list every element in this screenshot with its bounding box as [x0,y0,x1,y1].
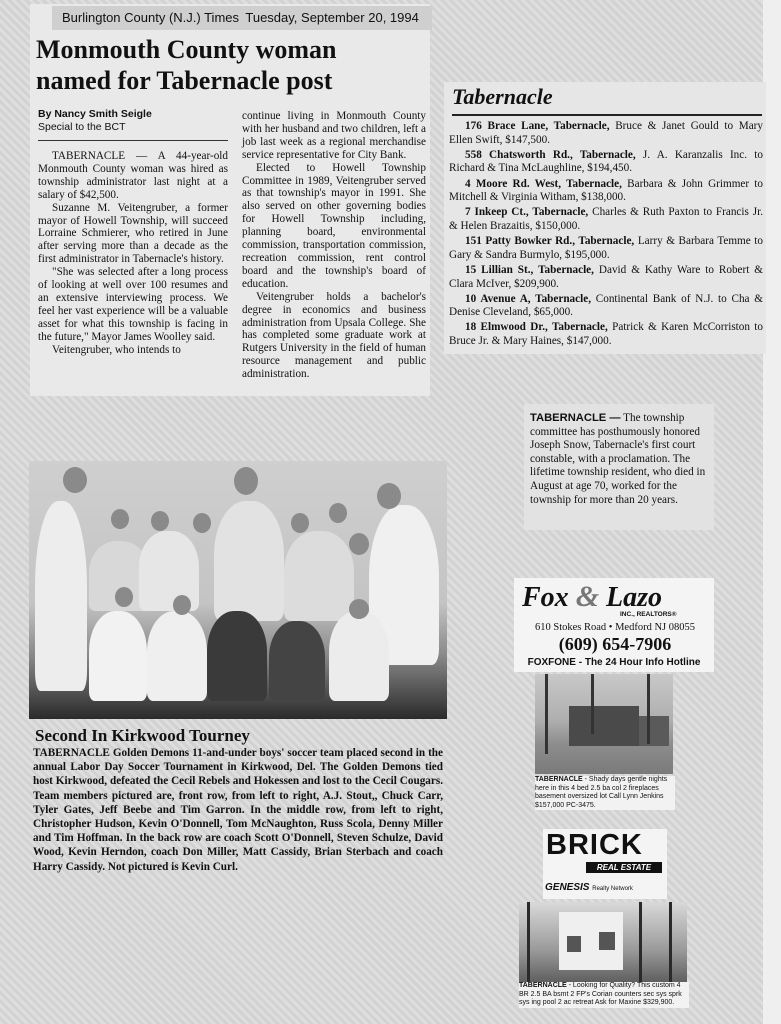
tree-trunk [669,902,672,982]
photo-figure [139,531,199,611]
paragraph: "She was selected after a long process of looking at well over 100 resumes and an extensive interviewing process. We feel her vast experience will be a valuable asset for what this township is facing in the future," Mayor James Woolley said. [38,266,228,343]
article-headline [36,34,426,96]
photo-caption-title: Second In Kirkwood Tourney [35,726,250,745]
real-estate-list [449,120,763,350]
tree-trunk [591,674,594,734]
photo-figure [193,513,211,533]
list-item: 4 Moore Rd. West, Tabernacle, Barbara & John Grimmer to Mitchell & Virginia Witham, $138,000. [449,177,764,204]
list-item: 15 Lillian St., Tabernacle, David & Kathy Ware to Robert & Clara McIver, $209,900. [449,263,764,290]
fox-lazo-phone: (609) 654-7906 [558,634,672,654]
house-listing-1-caption: TABERNACLE - Shady days gentle nights here in this 4 bed 2.5 ba col 2 fireplaces basement oversized lot Call Lynn Jenkins $157,000 PC-3475. [535,776,675,810]
headline-line-2: named for Tabernacle post [36,66,333,95]
fox-lazo-logo: Fox & Lazo [522,580,663,613]
fox-lazo-inc: INC., REALTORS® [620,611,677,618]
photo-figure [111,509,129,529]
photo-figure [214,501,284,621]
photo-figure [329,503,347,523]
dateline [52,6,432,30]
photo-figure [115,587,133,607]
photo-figure [173,595,191,615]
team-photo [29,461,447,719]
genesis-network: GENESIS Realty Network [545,882,633,893]
list-item: 151 Patty Bowker Rd., Tabernacle, Larry & Barbara Temme to Gary & Sandra Burmylo, $195,000. [449,235,763,261]
notice-text [530,412,710,507]
house-body [569,706,639,746]
photo-figure [35,501,87,691]
tree-trunk [647,674,650,744]
headline-line-1: Monmouth County woman [36,35,337,64]
house-photo-1 [535,674,673,774]
photo-figure [269,621,325,701]
list-item: 7 Inkeep Ct., Tabernacle, Charles & Ruth Paxton to Francis Jr. & Helen Brazaitis, $150,000. [449,206,764,232]
house-window [599,932,615,950]
photo-caption: TABERNACLE Golden Demons 11-and-under boys' soccer team placed second in the annual Labor Day Soccer Tournament in Kirkwood, Del. The Golden Demons tied host Kirkwood, defeated the Cecil Rebels and Hokessen and lost to the Cecil Cougars. Team members pictured are, front row, from left to right, A.J. Stout,, Chuck Carr, Tyler Gates, Jeff Beebe and Tim Garron. In the middle row, from left to right, Christopher Hudson, Kevin O'Donnell, Tom McNaughton, Russ Scola, Denny Miller and Tim Hoffman. In the back row are coach Scott O'Donnell, Steven Schulze, David Wood, Kevin Herndon, coach Don Miller, Matt Cassidy, Brian Sterbach and coach Harry Cassidy. Not pictured is Kevin Curl. [33,747,443,873]
house-wing [639,716,669,746]
byline-affiliation: Special to the BCT [38,121,126,133]
list-item: 176 Brace Lane, Tabernacle, Bruce & Janet Gould to Mary Ellen Swift, $147,500. [449,120,763,146]
newspaper-source: Burlington County (N.J.) Times [62,10,240,25]
tree-trunk [639,902,642,982]
tree-trunk [527,902,530,982]
paragraph: Elected to Howell Township Committee in 1989, Veitengruber served as that township's mayor in 1991. She also served on other governing bodies for Howell Township including, planning board, environmental commission, transportation commission, recreation commission, rent control board and the township's board of education. [242,161,426,290]
photo-figure [234,467,258,495]
photo-figure [291,513,309,533]
photo-figure [284,531,354,621]
article-column-1 [38,150,228,357]
house-listing-2-caption: TABERNACLE - Looking for Quality? This custom 4 BR 2.5 BA bsmt 2 FP's Corian counters sec sys sprk sys ing pool 2 ac retreat Ask for Maxine $329,900. [519,982,689,1008]
list-item: 10 Avenue A, Tabernacle, Continental Bank of N.J. to Cha & Denise Cleveland, $65,000. [449,292,763,319]
real-estate-title: Tabernacle [452,84,553,109]
brick-real-estate-bar: REAL ESTATE [586,862,662,873]
photo-figure [349,599,369,619]
byline-rule [38,140,228,141]
byline [38,108,228,134]
paragraph: Veitengruber, who intends to [52,343,181,356]
paragraph: Suzanne M. Veitengruber, a former mayor of Howell Township, will succeed Lorraine Schmierer, who retired in June after serving more than a decade as the first administrator in Tabernacle's history. [38,201,228,266]
photo-figure [89,611,147,701]
paragraph: Veitengruber holds a bachelor's degree in economics and business administration from Upsala College. She has completed some graduate work at Rutgers University in the field of human resource management and public administration. [242,290,426,381]
house-window [567,936,581,952]
byline-author: By Nancy Smith Seigle [38,108,152,120]
notice-body: The township committee has posthumously honored Joseph Snow, Tabernacle's first court constable, with a proclamation. The lifetime township resident, who died in August at age 70, worked for the township for more than 20 years. [530,412,706,506]
list-item: 558 Chatsworth Rd., Tabernacle, J. A. Karanzalis Inc. to Richard & Tina McLaughline, $194,450. [449,148,763,175]
list-item: 18 Elmwood Dr., Tabernacle, Patrick & Karen McCorriston to Bruce Jr. & Mary Haines, $147,000. [449,321,763,348]
photo-figure [377,483,401,509]
photo-figure [147,611,207,701]
photo-figure [207,611,267,701]
publication-date: Tuesday, September 20, 1994 [245,10,419,25]
notice-lead: TABERNACLE — [530,412,621,424]
tree-trunk [545,674,548,754]
photo-figure [63,467,87,493]
real-estate-rule [452,114,762,116]
fox-lazo-hotline: FOXFONE - The 24 Hour Info Hotline [527,657,701,668]
brick-logo: BRICK [546,829,643,861]
article-column-2 [242,110,426,381]
photo-figure [329,611,389,701]
photo-figure [151,511,169,531]
house-photo-2 [519,902,687,982]
fox-lazo-address: 610 Stokes Road • Medford NJ 08055 [534,622,695,633]
paragraph: TABERNACLE — A 44-year-old Monmouth County woman was hired as township administrator last night at a salary of $42,500. [38,150,228,201]
paragraph: continue living in Monmouth County with her husband and two children, left a job last week as a regional merchandise service representative for City Bank. [242,110,426,161]
photo-figure [349,533,369,555]
